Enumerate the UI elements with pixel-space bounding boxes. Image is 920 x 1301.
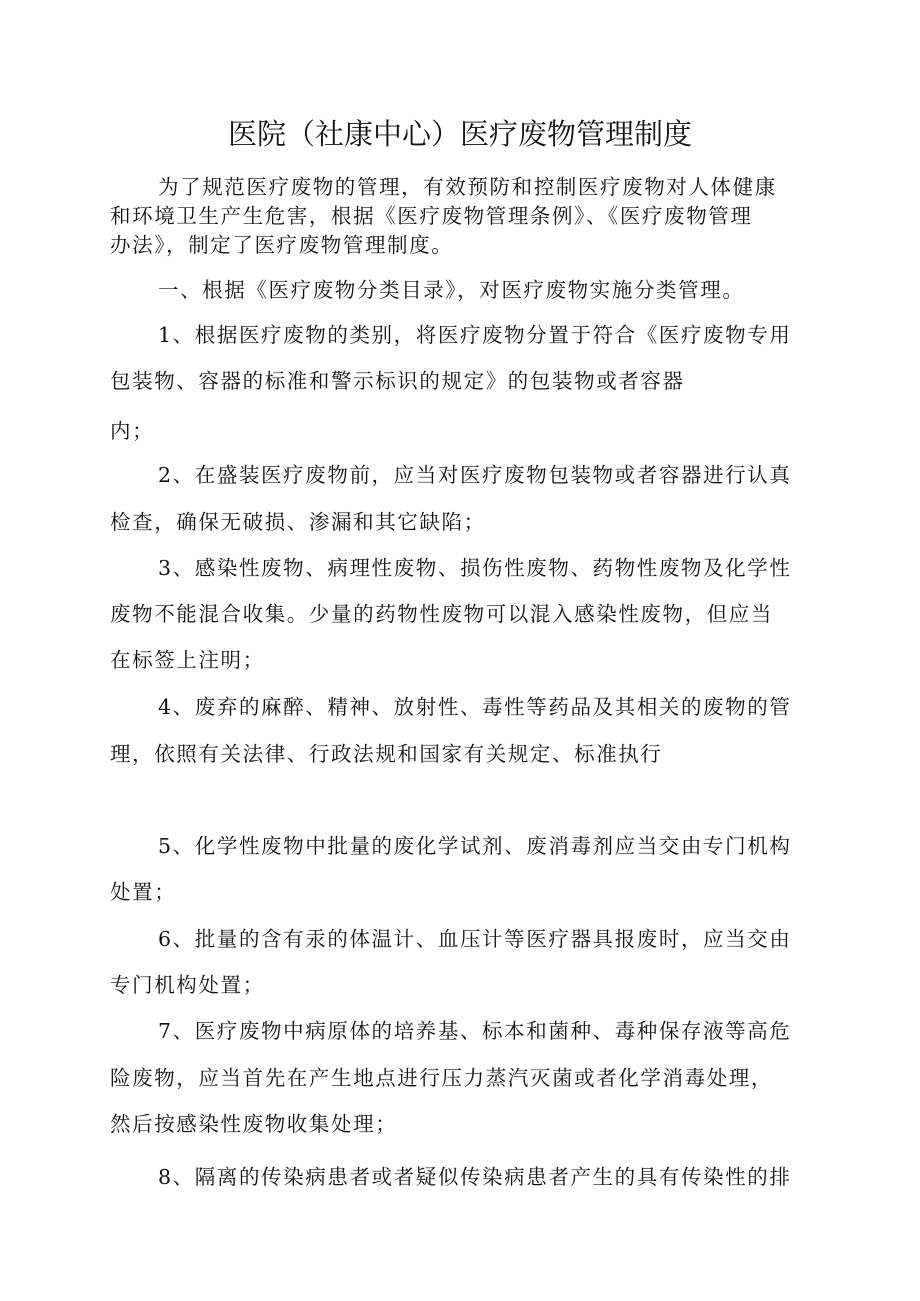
body-line: 7、医疗废物中病原体的培养基、标本和菌种、毒种保存液等高危 xyxy=(158,1019,792,1043)
body-line: 专门机构处置； xyxy=(110,973,265,997)
body-line: 6、批量的含有汞的体温计、血压计等医疗器具报废时，应当交由 xyxy=(158,927,792,951)
body-line: 1、根据医疗废物的类别，将医疗废物分置于符合《医疗废物专用 xyxy=(158,323,792,347)
body-line: 然后按感染性废物收集处理； xyxy=(110,1112,398,1136)
body-line: 3、感染性废物、病理性废物、损伤性废物、药物性废物及化学性 xyxy=(158,556,792,580)
body-line: 内； xyxy=(110,419,155,443)
body-line: 办法》，制定了医疗废物管理制度。 xyxy=(110,233,454,257)
body-line: 5、化学性废物中批量的废化学试剂、废消毒剂应当交由专门机构 xyxy=(158,834,792,858)
body-line: 4、废弃的麻醉、精神、放射性、毒性等药品及其相关的废物的管 xyxy=(158,695,792,719)
body-line: 险废物，应当首先在产生地点进行压力蒸汽灭菌或者化学消毒处理， xyxy=(110,1066,773,1090)
body-line: 检查，确保无破损、渗漏和其它缺陷； xyxy=(110,510,486,534)
body-line: 包装物、容器的标准和警示标识的规定》的包装物或者容器 xyxy=(110,369,685,393)
document-title: 医院（社康中心）医疗废物管理制度 xyxy=(227,117,692,151)
body-line: 废物不能混合收集。少量的药物性废物可以混入感染性废物，但应当 xyxy=(110,602,773,626)
body-line: 2、在盛装医疗废物前，应当对医疗废物包装物或者容器进行认真 xyxy=(158,463,792,487)
body-line: 为了规范医疗废物的管理，有效预防和控制医疗废物对人体健康 xyxy=(158,175,777,199)
body-line: 理，依照有关法律、行政法规和国家有关规定、标准执行 xyxy=(110,742,663,766)
body-line: 在标签上注明； xyxy=(110,648,265,672)
body-line: 8、隔离的传染病患者或者疑似传染病患者产生的具有传染性的排 xyxy=(158,1165,792,1189)
body-line: 和环境卫生产生危害，根据《医疗废物管理条例》、《医疗废物管理 xyxy=(110,204,753,228)
body-line: 处置； xyxy=(110,880,177,904)
body-line: 一、根据《医疗废物分类目录》，对医疗废物实施分类管理。 xyxy=(158,278,745,302)
